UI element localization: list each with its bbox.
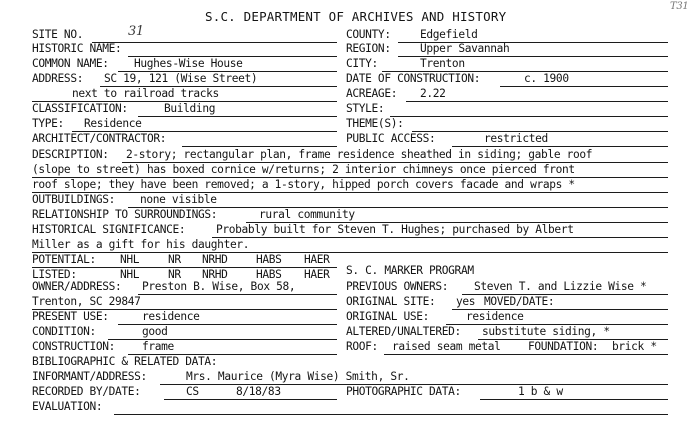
potential-option-nhl: NHL: [120, 253, 140, 266]
architect-label: ARCHITECT/CONTRACTOR:: [32, 132, 167, 145]
historical-significance-line1: Probably built for Steven T. Hughes; purchased by Albert: [216, 223, 574, 236]
county-label: COUNTY:: [346, 28, 391, 41]
potential-option-haer: HAER: [304, 253, 330, 266]
description-line3: roof slope; they have been removed; a 1-story, hipped porch covers facade and wraps *: [32, 178, 575, 191]
original-use-value: residence: [466, 310, 524, 323]
public-access-value: restricted: [484, 132, 548, 145]
type-label: TYPE:: [32, 117, 64, 130]
listed-option-nr: NR: [168, 268, 181, 281]
page-title: S.C. DEPARTMENT OF ARCHIVES AND HISTORY: [205, 9, 507, 24]
type-value: Residence: [84, 117, 142, 130]
city-value: Trenton: [420, 57, 465, 70]
date-of-construction-label: DATE OF CONSTRUCTION:: [346, 72, 481, 85]
photographic-data-value: 1 b & w: [518, 385, 563, 398]
previous-owners-value: Steven T. and Lizzie Wise *: [474, 280, 647, 293]
marker-program-label: S. C. MARKER PROGRAM: [346, 264, 474, 277]
foundation-label: FOUNDATION:: [528, 340, 599, 353]
description-line1: 2-story; rectangular plan, frame residence sheathed in siding; gable roof: [126, 148, 593, 161]
photographic-data-label: PHOTOGRAPHIC DATA:: [346, 385, 461, 398]
potential-option-habs: HABS: [256, 253, 282, 266]
corner-mark: T31: [670, 1, 689, 12]
common-name-label: COMMON NAME:: [32, 57, 109, 70]
recorded-by-date: 8/18/83: [236, 385, 281, 398]
historical-significance-line2: Miller as a gift for his daughter.: [32, 238, 250, 251]
style-label: STYLE:: [346, 102, 385, 115]
potential-option-nrhd: NRHD: [202, 253, 228, 266]
original-site-value: yes: [456, 295, 476, 308]
altered-label: ALTERED/UNALTERED:: [346, 325, 461, 338]
city-label: CITY:: [346, 57, 378, 70]
address-value: SC 19, 121 (Wise Street): [104, 72, 258, 85]
acreage-value: 2.22: [420, 87, 446, 100]
county-value: Edgefield: [420, 28, 478, 41]
public-access-label: PUBLIC ACCESS:: [346, 132, 436, 145]
listed-option-nrhd: NRHD: [202, 268, 228, 281]
listed-option-nhl: NHL: [120, 268, 140, 281]
present-use-value: residence: [142, 310, 200, 323]
listed-option-haer: HAER: [304, 268, 330, 281]
listed-option-habs: HABS: [256, 268, 282, 281]
theme-label: THEME(S):: [346, 117, 404, 130]
listed-label: LISTED:: [32, 268, 77, 281]
date-of-construction-value: c. 1900: [524, 72, 569, 85]
classification-label: CLASSIFICATION:: [32, 102, 128, 115]
recorded-by-label: RECORDED BY/DATE:: [32, 385, 141, 398]
common-name-value: Hughes-Wise House: [134, 57, 243, 70]
region-label: REGION:: [346, 42, 391, 55]
construction-label: CONSTRUCTION:: [32, 340, 116, 353]
evaluation-label: EVALUATION:: [32, 400, 103, 413]
original-use-label: ORIGINAL USE:: [346, 310, 430, 323]
previous-owners-label: PREVIOUS OWNERS:: [346, 280, 449, 293]
condition-value: good: [142, 325, 168, 338]
present-use-label: PRESENT USE:: [32, 310, 109, 323]
classification-value: Building: [164, 102, 216, 115]
site-no-value: 31: [128, 24, 144, 39]
condition-label: CONDITION:: [32, 325, 96, 338]
description-label: DESCRIPTION:: [32, 148, 109, 161]
foundation-value: brick *: [612, 340, 657, 353]
description-line2: (slope to street) has boxed cornice w/returns; 2 interior chimneys once pierced front: [32, 163, 575, 176]
construction-value: frame: [142, 340, 174, 353]
address-label: ADDRESS:: [32, 72, 84, 85]
relationship-value: rural community: [259, 208, 355, 221]
potential-label: POTENTIAL:: [32, 253, 96, 266]
bibliographic-label: BIBLIOGRAPHIC & RELATED DATA:: [32, 355, 218, 368]
site-no-label: SITE NO.: [32, 28, 84, 41]
region-value: Upper Savannah: [420, 42, 510, 55]
informant-label: INFORMANT/ADDRESS:: [32, 370, 147, 383]
historic-name-label: HISTORIC NAME:: [32, 42, 122, 55]
roof-value: raised seam metal: [392, 340, 501, 353]
owner-address-label: OWNER/ADDRESS:: [32, 280, 122, 293]
outbuildings-value: none visible: [140, 193, 217, 206]
roof-label: ROOF:: [346, 340, 378, 353]
altered-value: substitute siding, *: [482, 325, 610, 338]
acreage-label: ACREAGE:: [346, 87, 398, 100]
potential-option-nr: NR: [168, 253, 181, 266]
informant-value: Mrs. Maurice (Myra Wise) Smith, Sr.: [186, 370, 410, 383]
historical-significance-label: HISTORICAL SIGNIFICANCE:: [32, 223, 186, 236]
original-site-label: ORIGINAL SITE:: [346, 295, 436, 308]
owner-address-value: Preston B. Wise, Box 58,: [142, 280, 296, 293]
outbuildings-label: OUTBUILDINGS:: [32, 193, 116, 206]
owner-address-line2-value: Trenton, SC 29847: [32, 295, 141, 308]
recorded-by-recorder: CS: [186, 385, 199, 398]
relationship-label: RELATIONSHIP TO SURROUNDINGS:: [32, 208, 218, 221]
moved-date-label: MOVED/DATE:: [484, 295, 555, 308]
address-line2-value: next to railroad tracks: [72, 87, 219, 100]
